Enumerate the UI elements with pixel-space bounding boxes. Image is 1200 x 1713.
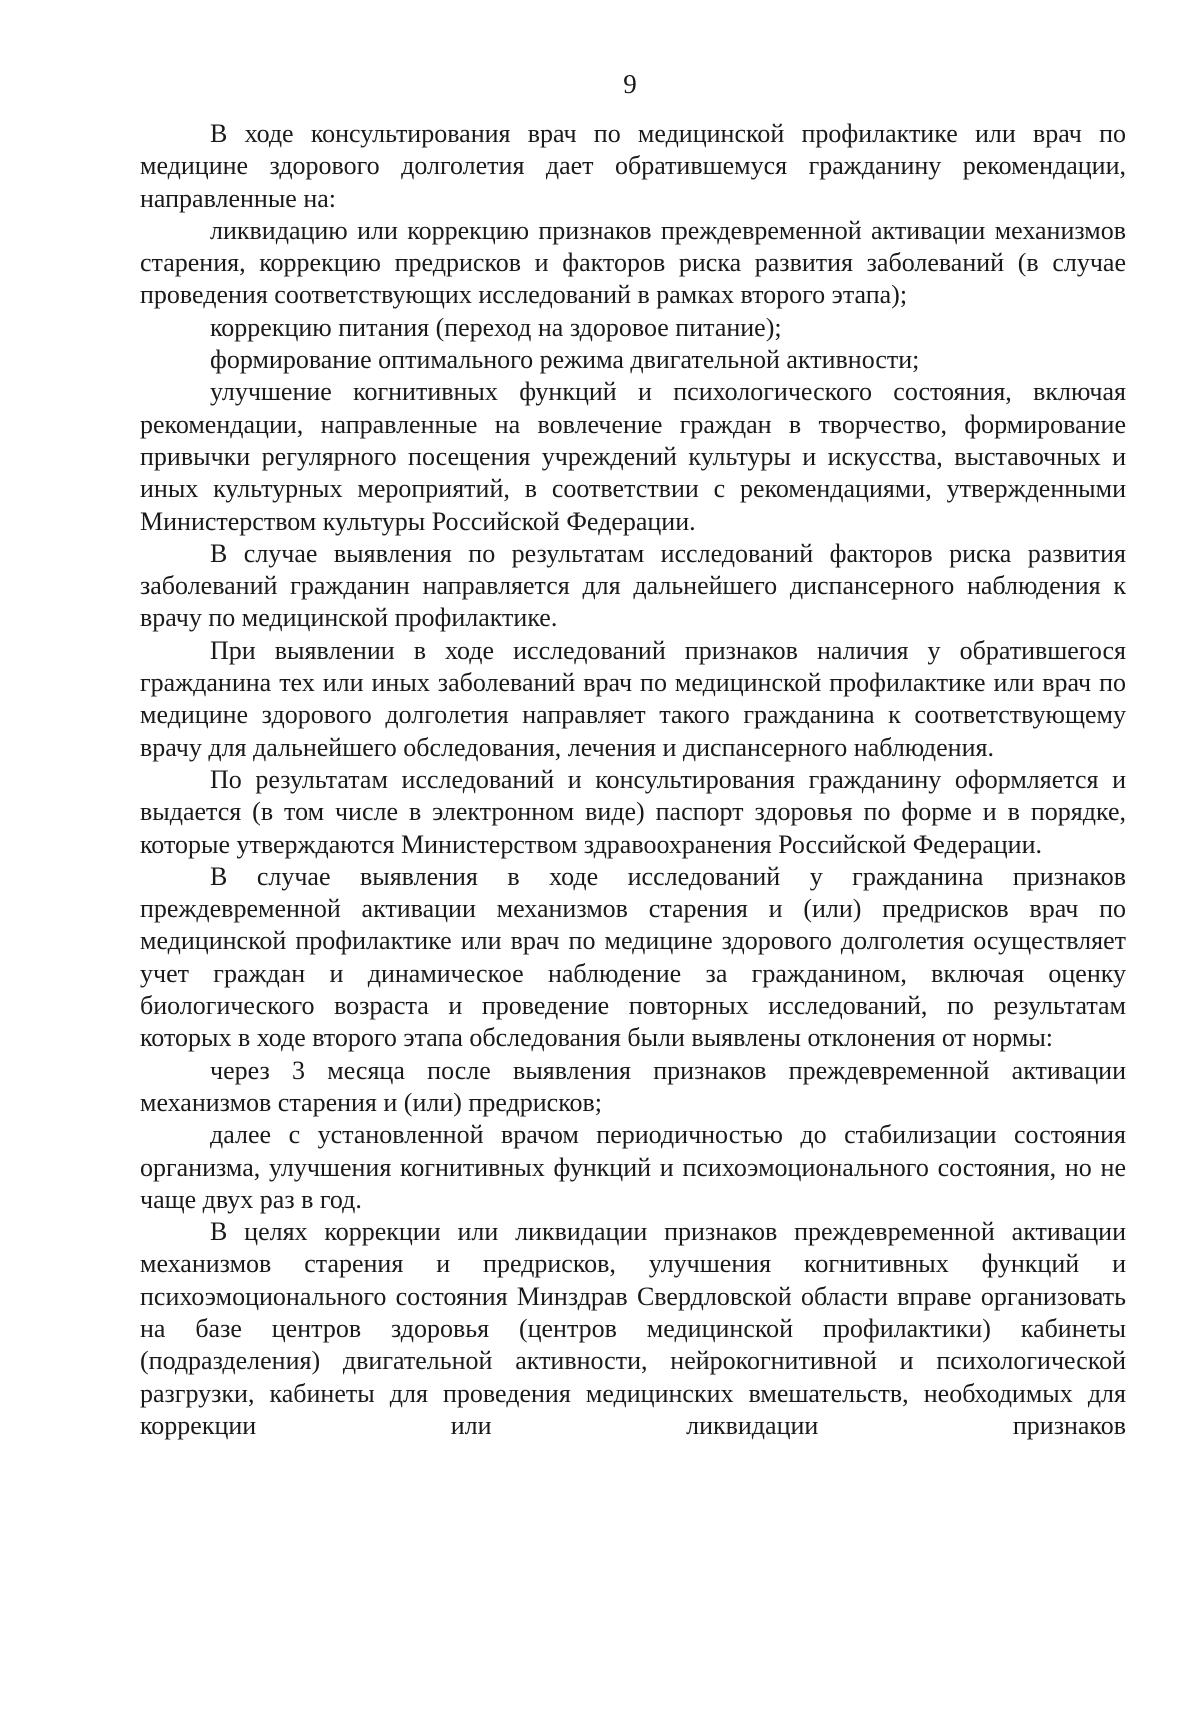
paragraph: В целях коррекции или ликвидации признаков преждевременной активации механизмов старения и предрисков, улучшения когнитивных функций и психоэмоционального состояния Минздрав Свердловской области вправе организовать на базе центров здоровья (центров медицинской профилактики) кабинеты (подразделения) двигательной активности, нейрокогнитивной и психологической разгрузки, кабинеты для проведения медицинских вмешательств, необходимых для коррекции или ликвидации признаков <box>140 1217 1126 1440</box>
document-body <box>140 118 1126 1442</box>
paragraph: В ходе консультирования врач по медицинской профилактике или врач по медицине здорового долголетия дает обратившемуся гражданину рекомендации, направленные на: <box>140 119 1126 213</box>
paragraph: коррекцию питания (переход на здоровое питание); <box>210 312 782 342</box>
paragraph: В случае выявления в ходе исследований у гражданина признаков преждевременной активации механизмов старения и (или) предрисков врач по медицинской профилактике или врач по медицине здорового долголетия осуществляет учет граждан и динамическое наблюдение за гражданином, включая оценку биологического возраста и проведение повторных исследований, по результатам которых в ходе второго этапа обследования были выявлены отклонения от нормы: <box>140 861 1126 1053</box>
paragraph: улучшение когнитивных функций и психологического состояния, включая рекомендации, направленные на вовлечение граждан в творчество, формирование привычки регулярного посещения учреждений культуры и искусства, выставочных и иных культурных мероприятий, в соответствии с рекомендациями, утвержденными Министерством культуры Российской Федерации. <box>140 377 1126 536</box>
paragraph: По результатам исследований и консультирования гражданину оформляется и выдается (в том числе в электронном виде) паспорт здоровья по форме и в порядке, которые утверждаются Министерством здравоохранения Российской Федерации. <box>140 764 1126 859</box>
paragraph: через 3 месяца после выявления признаков преждевременной активации механизмов старения и (или) предрисков; <box>140 1055 1126 1117</box>
paragraph: формирование оптимального режима двигательной активности; <box>210 345 920 375</box>
paragraph: далее с установленной врачом периодичностью до стабилизации состояния организма, улучшения когнитивных функций и психоэмоционального состояния, но не чаще двух раз в год. <box>140 1120 1126 1214</box>
page-number: 9 <box>623 69 637 99</box>
paragraph: ликвидацию или коррекцию признаков преждевременной активации механизмов старения, коррекцию предрисков и факторов риска развития заболеваний (в случае проведения соответствующих исследований в рамках второго этапа); <box>140 215 1126 310</box>
paragraph: В случае выявления по результатам исследований факторов риска развития заболеваний гражданин направляется для дальнейшего диспансерного наблюдения к врачу по медицинской профилактике. <box>140 538 1126 633</box>
paragraph: При выявлении в ходе исследований признаков наличия у обратившегося гражданина тех или иных заболеваний врач по медицинской профилактике или врач по медицине здорового долголетия направляет такого гражданина к соответствующему врачу для дальнейшего обследования, лечения и диспансерного наблюдения. <box>140 635 1126 762</box>
